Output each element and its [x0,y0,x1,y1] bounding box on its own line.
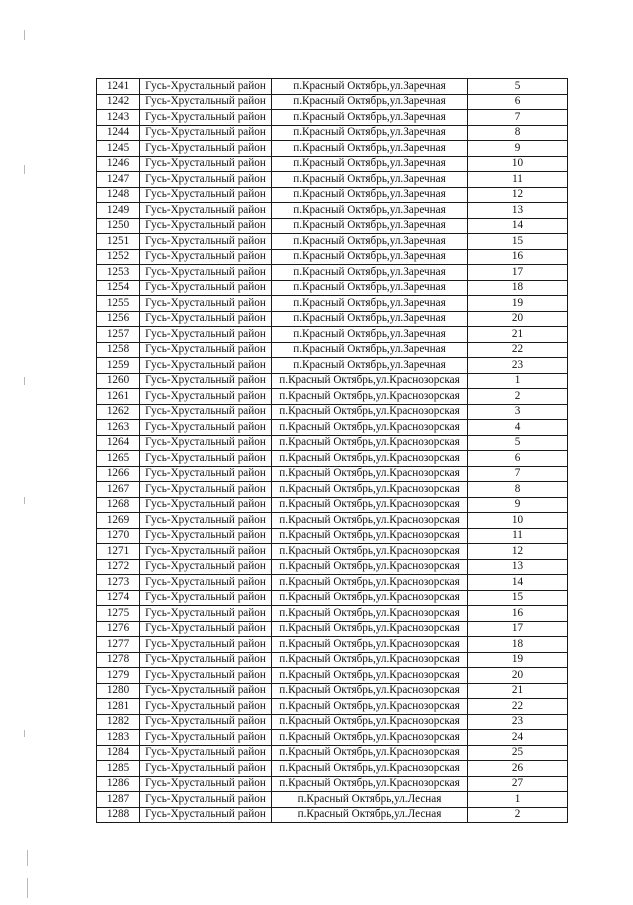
district-cell: Гусь-Хрустальный район [140,652,272,668]
house-number-cell: 6 [468,451,568,467]
district-cell: Гусь-Хрустальный район [140,110,272,126]
house-number-cell: 2 [468,807,568,823]
house-number-cell: 19 [468,296,568,312]
district-cell: Гусь-Хрустальный район [140,404,272,420]
address-cell: п.Красный Октябрь,ул.Заречная [272,79,468,95]
district-cell: Гусь-Хрустальный район [140,79,272,95]
district-cell: Гусь-Хрустальный район [140,730,272,746]
house-number-cell: 23 [468,358,568,374]
table-row [97,528,568,544]
row-number-cell: 1267 [97,482,140,498]
address-cell: п.Красный Октябрь,ул.Краснозорская [272,683,468,699]
address-cell: п.Красный Октябрь,ул.Краснозорская [272,451,468,467]
address-cell: п.Красный Октябрь,ул.Заречная [272,234,468,250]
scan-margin-mark [24,730,25,737]
district-cell: Гусь-Хрустальный район [140,234,272,250]
address-cell: п.Красный Октябрь,ул.Краснозорская [272,513,468,529]
table-row [97,745,568,761]
house-number-cell: 14 [468,575,568,591]
address-cell: п.Красный Октябрь,ул.Краснозорская [272,668,468,684]
address-cell: п.Красный Октябрь,ул.Заречная [272,280,468,296]
row-number-cell: 1247 [97,172,140,188]
row-number-cell: 1255 [97,296,140,312]
table-row [97,714,568,730]
house-number-cell: 20 [468,311,568,327]
row-number-cell: 1264 [97,435,140,451]
table-row [97,296,568,312]
address-cell: п.Красный Октябрь,ул.Краснозорская [272,637,468,653]
row-number-cell: 1268 [97,497,140,513]
row-number-cell: 1254 [97,280,140,296]
address-cell: п.Красный Октябрь,ул.Краснозорская [272,575,468,591]
row-number-cell: 1259 [97,358,140,374]
address-cell: п.Красный Октябрь,ул.Краснозорская [272,389,468,405]
table-row [97,404,568,420]
house-number-cell: 25 [468,745,568,761]
address-cell: п.Красный Октябрь,ул.Краснозорская [272,497,468,513]
district-cell: Гусь-Хрустальный район [140,342,272,358]
row-number-cell: 1246 [97,156,140,172]
district-cell: Гусь-Хрустальный район [140,668,272,684]
table-row [97,110,568,126]
address-cell: п.Красный Октябрь,ул.Заречная [272,327,468,343]
house-number-cell: 14 [468,218,568,234]
scan-margin-mark [27,878,28,898]
district-cell: Гусь-Хрустальный район [140,249,272,265]
row-number-cell: 1252 [97,249,140,265]
house-number-cell: 19 [468,652,568,668]
table-row [97,389,568,405]
district-cell: Гусь-Хрустальный район [140,265,272,281]
address-cell: п.Красный Октябрь,ул.Краснозорская [272,544,468,560]
address-cell: п.Красный Октябрь,ул.Заречная [272,94,468,110]
row-number-cell: 1279 [97,668,140,684]
house-number-cell: 13 [468,559,568,575]
row-number-cell: 1241 [97,79,140,95]
row-number-cell: 1244 [97,125,140,141]
district-cell: Гусь-Хрустальный район [140,311,272,327]
district-cell: Гусь-Хрустальный район [140,218,272,234]
row-number-cell: 1248 [97,187,140,203]
table-row [97,280,568,296]
house-number-cell: 5 [468,79,568,95]
district-cell: Гусь-Хрустальный район [140,420,272,436]
row-number-cell: 1262 [97,404,140,420]
district-cell: Гусь-Хрустальный район [140,699,272,715]
row-number-cell: 1256 [97,311,140,327]
table-row [97,637,568,653]
district-cell: Гусь-Хрустальный район [140,792,272,808]
house-number-cell: 9 [468,141,568,157]
address-cell: п.Красный Октябрь,ул.Заречная [272,125,468,141]
row-number-cell: 1287 [97,792,140,808]
address-cell: п.Красный Октябрь,ул.Краснозорская [272,482,468,498]
row-number-cell: 1271 [97,544,140,560]
district-cell: Гусь-Хрустальный район [140,94,272,110]
address-cell: п.Красный Октябрь,ул.Краснозорская [272,528,468,544]
house-number-cell: 18 [468,280,568,296]
house-number-cell: 20 [468,668,568,684]
house-number-cell: 10 [468,156,568,172]
table-row [97,203,568,219]
house-number-cell: 3 [468,404,568,420]
address-cell: п.Красный Октябрь,ул.Краснозорская [272,466,468,482]
address-cell: п.Красный Октябрь,ул.Заречная [272,296,468,312]
address-cell: п.Красный Октябрь,ул.Краснозорская [272,621,468,637]
table-row [97,497,568,513]
house-number-cell: 13 [468,203,568,219]
row-number-cell: 1265 [97,451,140,467]
district-cell: Гусь-Хрустальный район [140,280,272,296]
table-row [97,172,568,188]
row-number-cell: 1280 [97,683,140,699]
house-number-cell: 17 [468,265,568,281]
address-cell: п.Красный Октябрь,ул.Краснозорская [272,606,468,622]
district-cell: Гусь-Хрустальный район [140,606,272,622]
house-number-cell: 23 [468,714,568,730]
house-number-cell: 17 [468,621,568,637]
table-row [97,776,568,792]
address-cell: п.Красный Октябрь,ул.Заречная [272,218,468,234]
scan-margin-mark [24,377,25,385]
house-number-cell: 22 [468,699,568,715]
address-cell: п.Красный Октябрь,ул.Краснозорская [272,745,468,761]
address-cell: п.Красный Октябрь,ул.Заречная [272,265,468,281]
district-cell: Гусь-Хрустальный район [140,590,272,606]
table-row [97,590,568,606]
house-number-cell: 15 [468,234,568,250]
row-number-cell: 1274 [97,590,140,606]
scan-margin-mark [24,497,25,504]
district-cell: Гусь-Хрустальный район [140,745,272,761]
table-row [97,652,568,668]
table-row [97,141,568,157]
house-number-cell: 2 [468,389,568,405]
district-cell: Гусь-Хрустальный район [140,575,272,591]
row-number-cell: 1261 [97,389,140,405]
table-row [97,94,568,110]
address-cell: п.Красный Октябрь,ул.Заречная [272,187,468,203]
district-cell: Гусь-Хрустальный район [140,435,272,451]
table-row [97,699,568,715]
house-number-cell: 8 [468,125,568,141]
row-number-cell: 1278 [97,652,140,668]
house-number-cell: 22 [468,342,568,358]
table-row [97,451,568,467]
row-number-cell: 1286 [97,776,140,792]
row-number-cell: 1242 [97,94,140,110]
district-cell: Гусь-Хрустальный район [140,559,272,575]
district-cell: Гусь-Хрустальный район [140,513,272,529]
district-cell: Гусь-Хрустальный район [140,125,272,141]
table-row [97,544,568,560]
row-number-cell: 1243 [97,110,140,126]
row-number-cell: 1284 [97,745,140,761]
house-number-cell: 7 [468,466,568,482]
district-cell: Гусь-Хрустальный район [140,621,272,637]
house-number-cell: 12 [468,187,568,203]
house-number-cell: 11 [468,172,568,188]
house-number-cell: 18 [468,637,568,653]
table-row [97,559,568,575]
district-cell: Гусь-Хрустальный район [140,451,272,467]
table-row [97,187,568,203]
house-number-cell: 16 [468,606,568,622]
row-number-cell: 1272 [97,559,140,575]
district-cell: Гусь-Хрустальный район [140,544,272,560]
table-row [97,311,568,327]
table-row [97,420,568,436]
district-cell: Гусь-Хрустальный район [140,776,272,792]
registry-table-body [97,79,568,823]
table-row [97,575,568,591]
row-number-cell: 1273 [97,575,140,591]
address-cell: п.Красный Октябрь,ул.Заречная [272,172,468,188]
district-cell: Гусь-Хрустальный район [140,714,272,730]
address-cell: п.Красный Октябрь,ул.Краснозорская [272,761,468,777]
scan-margin-mark [24,165,25,174]
address-cell: п.Красный Октябрь,ул.Заречная [272,358,468,374]
row-number-cell: 1269 [97,513,140,529]
row-number-cell: 1245 [97,141,140,157]
table-row [97,125,568,141]
district-cell: Гусь-Хрустальный район [140,187,272,203]
house-number-cell: 8 [468,482,568,498]
table-row [97,373,568,389]
house-number-cell: 4 [468,420,568,436]
district-cell: Гусь-Хрустальный район [140,637,272,653]
table-row [97,513,568,529]
district-cell: Гусь-Хрустальный район [140,141,272,157]
house-number-cell: 6 [468,94,568,110]
district-cell: Гусь-Хрустальный район [140,389,272,405]
address-registry-table [96,78,568,823]
address-cell: п.Красный Октябрь,ул.Краснозорская [272,714,468,730]
table-row [97,730,568,746]
district-cell: Гусь-Хрустальный район [140,482,272,498]
address-cell: п.Красный Октябрь,ул.Лесная [272,792,468,808]
row-number-cell: 1263 [97,420,140,436]
house-number-cell: 5 [468,435,568,451]
row-number-cell: 1260 [97,373,140,389]
address-cell: п.Красный Октябрь,ул.Заречная [272,141,468,157]
table-row [97,761,568,777]
table-row [97,342,568,358]
address-cell: п.Красный Октябрь,ул.Заречная [272,156,468,172]
row-number-cell: 1253 [97,265,140,281]
district-cell: Гусь-Хрустальный район [140,156,272,172]
table-row [97,482,568,498]
table-row [97,156,568,172]
table-row [97,79,568,95]
row-number-cell: 1275 [97,606,140,622]
house-number-cell: 27 [468,776,568,792]
row-number-cell: 1281 [97,699,140,715]
row-number-cell: 1277 [97,637,140,653]
district-cell: Гусь-Хрустальный район [140,466,272,482]
house-number-cell: 1 [468,373,568,389]
address-cell: п.Красный Октябрь,ул.Краснозорская [272,590,468,606]
row-number-cell: 1288 [97,807,140,823]
district-cell: Гусь-Хрустальный район [140,203,272,219]
district-cell: Гусь-Хрустальный район [140,497,272,513]
row-number-cell: 1258 [97,342,140,358]
district-cell: Гусь-Хрустальный район [140,296,272,312]
table-row [97,621,568,637]
house-number-cell: 24 [468,730,568,746]
address-cell: п.Красный Октябрь,ул.Заречная [272,249,468,265]
table-row [97,792,568,808]
row-number-cell: 1283 [97,730,140,746]
district-cell: Гусь-Хрустальный район [140,373,272,389]
address-cell: п.Красный Октябрь,ул.Краснозорская [272,699,468,715]
district-cell: Гусь-Хрустальный район [140,327,272,343]
row-number-cell: 1282 [97,714,140,730]
district-cell: Гусь-Хрустальный район [140,528,272,544]
address-cell: п.Красный Октябрь,ул.Краснозорская [272,776,468,792]
address-cell: п.Красный Октябрь,ул.Краснозорская [272,404,468,420]
district-cell: Гусь-Хрустальный район [140,761,272,777]
address-cell: п.Красный Октябрь,ул.Заречная [272,342,468,358]
house-number-cell: 1 [468,792,568,808]
table-row [97,668,568,684]
house-number-cell: 11 [468,528,568,544]
address-cell: п.Красный Октябрь,ул.Заречная [272,110,468,126]
address-cell: п.Красный Октябрь,ул.Краснозорская [272,652,468,668]
address-cell: п.Красный Октябрь,ул.Заречная [272,311,468,327]
table-row [97,683,568,699]
house-number-cell: 21 [468,327,568,343]
scan-margin-mark [27,850,28,866]
row-number-cell: 1250 [97,218,140,234]
house-number-cell: 16 [468,249,568,265]
table-row [97,327,568,343]
address-cell: п.Красный Октябрь,ул.Краснозорская [272,559,468,575]
row-number-cell: 1270 [97,528,140,544]
row-number-cell: 1257 [97,327,140,343]
address-cell: п.Красный Октябрь,ул.Краснозорская [272,373,468,389]
table-row [97,234,568,250]
row-number-cell: 1249 [97,203,140,219]
table-row [97,606,568,622]
scan-margin-mark [24,30,25,40]
row-number-cell: 1266 [97,466,140,482]
house-number-cell: 26 [468,761,568,777]
house-number-cell: 7 [468,110,568,126]
district-cell: Гусь-Хрустальный район [140,172,272,188]
table-row [97,249,568,265]
district-cell: Гусь-Хрустальный район [140,683,272,699]
table-row [97,435,568,451]
table-row [97,466,568,482]
house-number-cell: 12 [468,544,568,560]
table-row [97,218,568,234]
house-number-cell: 15 [468,590,568,606]
table-row [97,807,568,823]
house-number-cell: 9 [468,497,568,513]
row-number-cell: 1276 [97,621,140,637]
district-cell: Гусь-Хрустальный район [140,807,272,823]
address-cell: п.Красный Октябрь,ул.Краснозорская [272,730,468,746]
address-cell: п.Красный Октябрь,ул.Краснозорская [272,435,468,451]
address-cell: п.Красный Октябрь,ул.Краснозорская [272,420,468,436]
address-cell: п.Красный Октябрь,ул.Лесная [272,807,468,823]
house-number-cell: 21 [468,683,568,699]
row-number-cell: 1251 [97,234,140,250]
house-number-cell: 10 [468,513,568,529]
table-row [97,358,568,374]
row-number-cell: 1285 [97,761,140,777]
table-row [97,265,568,281]
address-cell: п.Красный Октябрь,ул.Заречная [272,203,468,219]
district-cell: Гусь-Хрустальный район [140,358,272,374]
